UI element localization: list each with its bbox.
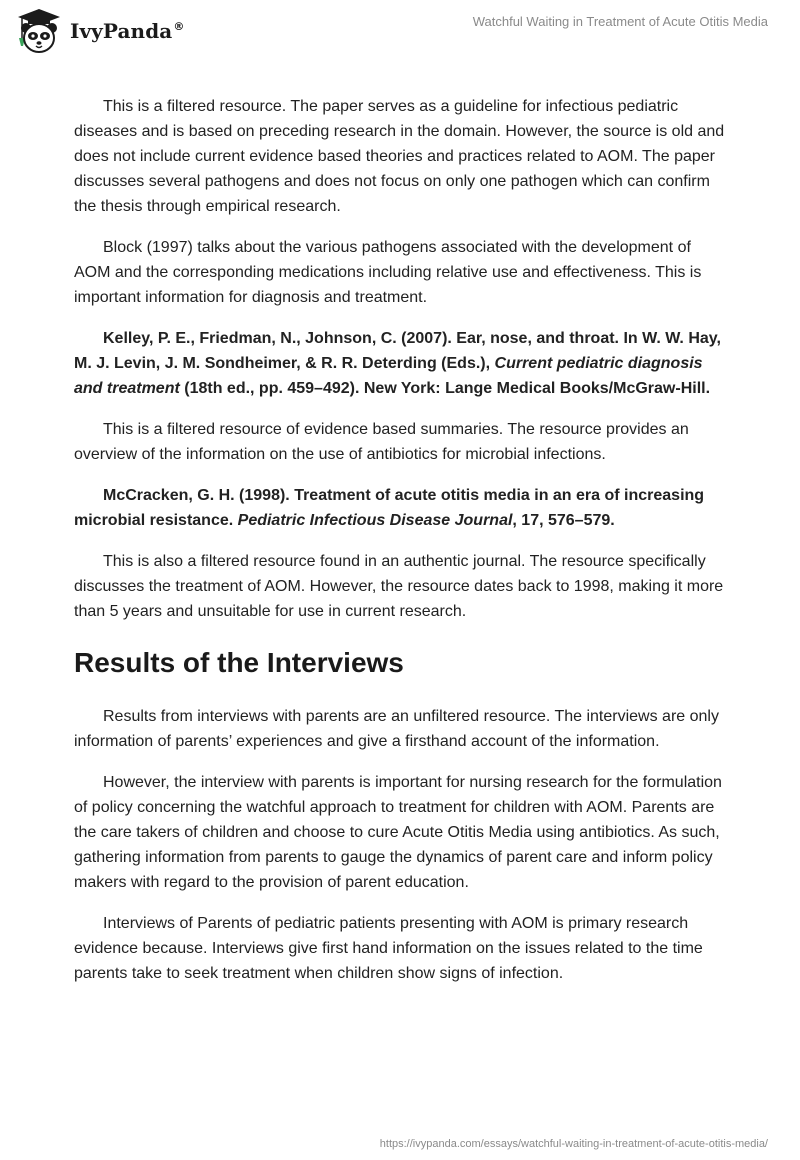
- source-url[interactable]: https://ivypanda.com/essays/watchful-waiting-in-treatment-of-acute-otitis-media/: [379, 1138, 768, 1150]
- paragraph-7: Interviews of Parents of pediatric patients presenting with AOM is primary research evidence because. Interviews give first hand information on the issues related to the time parents take to seek treatment when children show signs of infection.: [74, 915, 703, 982]
- logo-text: IvyPanda: [70, 19, 173, 43]
- registered-mark: ®: [173, 20, 185, 34]
- paragraph-3: This is a filtered resource of evidence based summaries. The resource provides an overview of the information on the use of antibiotics for microbial infections.: [74, 421, 689, 463]
- reference-mccracken-journal: Pediatric Infectious Disease Journal: [237, 512, 513, 529]
- reference-mccracken-details: , 17, 576–579.: [512, 512, 615, 529]
- reference-kelley-details: (18th ed., pp. 459–492). New York: Lange Medical Books/McGraw-Hill.: [179, 380, 711, 397]
- logo-wordmark: [70, 19, 184, 43]
- paragraph-4: This is also a filtered resource found in an authentic journal. The resource specifically discusses the treatment of AOM. However, the resource dates back to 1998, making it more than 5 years and unsuitable for use in current research.: [74, 553, 724, 620]
- reference-kelley: [74, 326, 726, 401]
- document-title: Watchful Waiting in Treatment of Acute Otitis Media: [472, 14, 768, 29]
- reference-kelley-title: Current pediatric diagnosis and treatment: [74, 355, 703, 397]
- panda-graduate-icon: [14, 6, 64, 56]
- reference-kelley-authors: Kelley, P. E., Friedman, N., Johnson, C. (2007). Ear, nose, and throat. In W. W. Hay, M. J. Levin, J. M. Sondheimer, & R. R. Deterding (Eds.),: [74, 330, 721, 372]
- reference-mccracken-authors: McCracken, G. H. (1998). Treatment of acute otitis media in an era of increasing microbial resistance.: [74, 487, 705, 529]
- ivypanda-logo[interactable]: [14, 6, 184, 56]
- paragraph-2: Block (1997) talks about the various pathogens associated with the development of AOM and the corresponding medications including relative use and effectiveness. This is important information for diagnosis and treatment.: [74, 239, 702, 306]
- paragraph-1: This is a filtered resource. The paper serves as a guideline for infectious pediatric diseases and is based on preceding research in the domain. However, the source is old and does not include current evidence based theories and practices related to AOM. The paper discusses several pathogens and does not focus on only one pathogen which can confirm the thesis through empirical research.: [74, 98, 725, 215]
- page-header: [0, 0, 800, 62]
- paragraph-6: However, the interview with parents is important for nursing research for the formulation of policy concerning the watchful approach to treatment for children with AOM. Parents are the care takers of children and choose to cure Acute Otitis Media using antibiotics. As such, gathering information from parents to gauge the dynamics of parent care and inform policy makers with regard to the provision of parent education.: [74, 774, 722, 891]
- paragraph-5: Results from interviews with parents are an unfiltered resource. The interviews are only information of parents’ experiences and give a firsthand account of the information.: [74, 708, 719, 750]
- section-heading-results: Results of the Interviews: [74, 647, 404, 678]
- reference-mccracken: [74, 483, 726, 533]
- article-body: [74, 94, 726, 1002]
